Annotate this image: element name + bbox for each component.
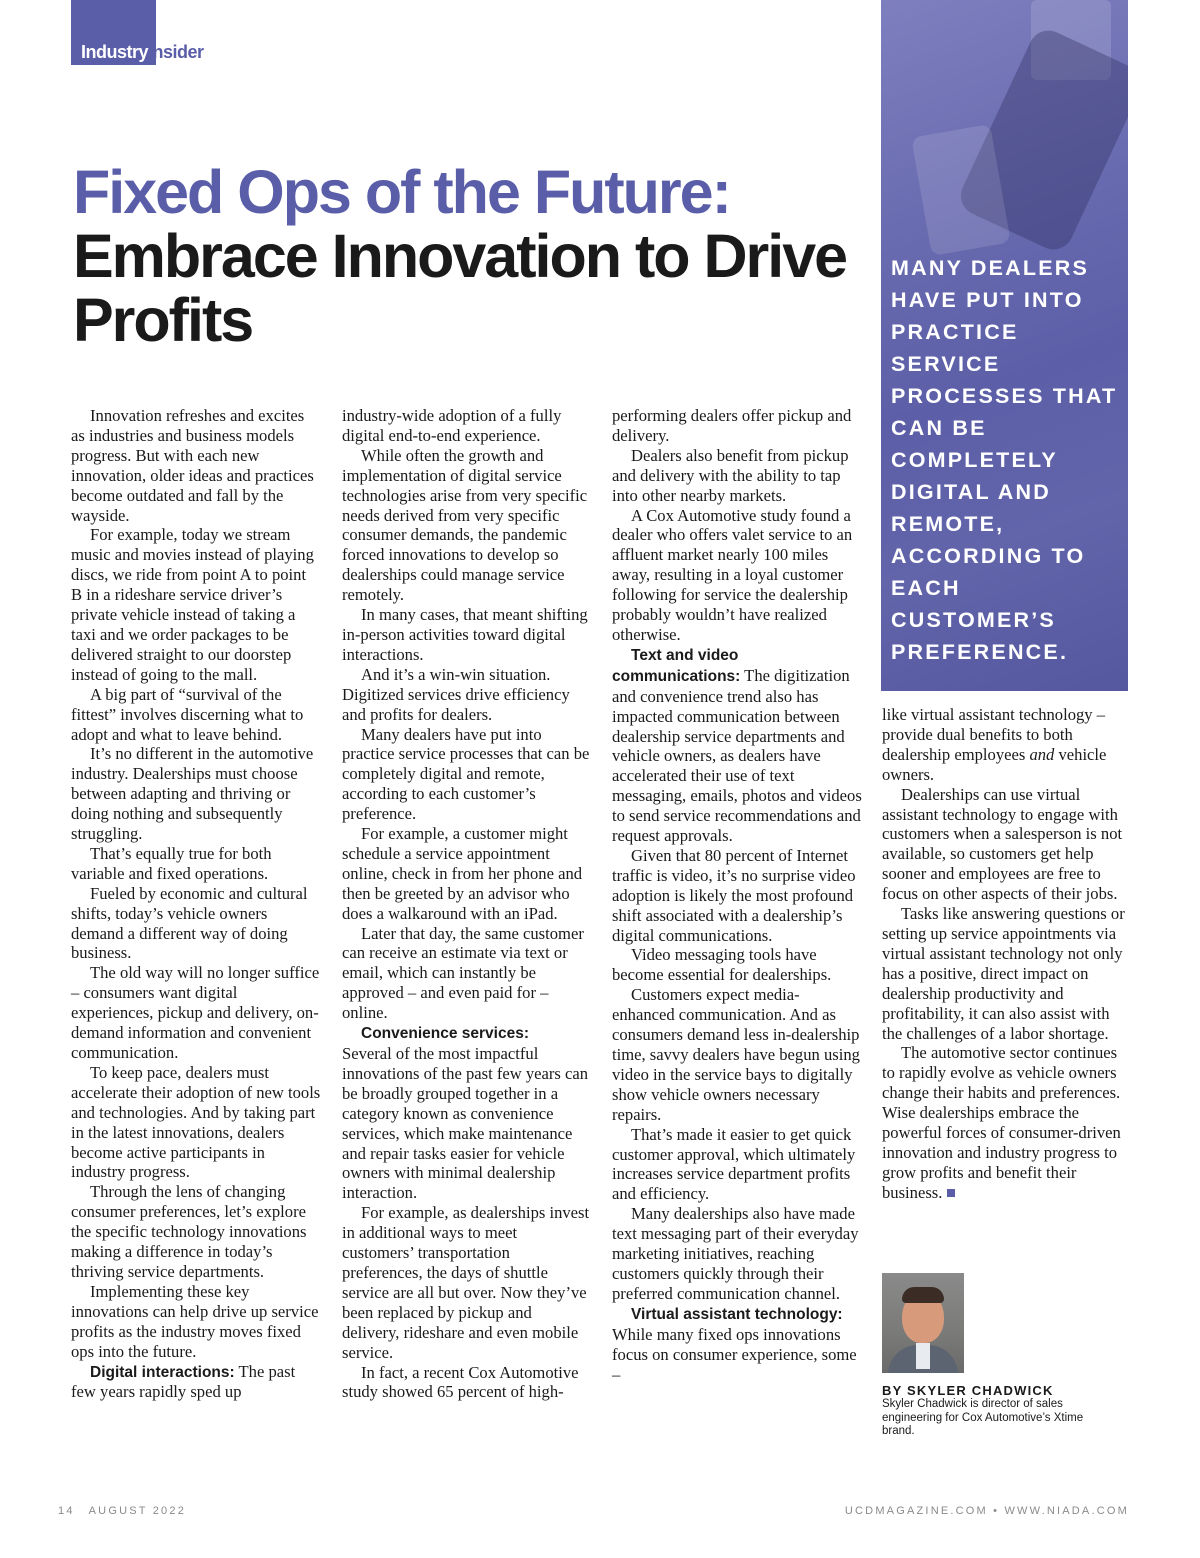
- paragraph-text: vehicle owners.: [882, 744, 1107, 784]
- paragraph: It’s no different in the automotive industry. Dealerships must choose between adapting and thriving or doing nothing and subsequently struggling.: [71, 744, 314, 844]
- title-line-1: Fixed Ops of the Future:: [73, 158, 730, 226]
- paragraph: Many dealers have put into practice service processes that can be completely digital and remote, according to each customer’s preference.: [342, 724, 590, 824]
- article-column-1: [71, 406, 321, 1402]
- paragraph: Several of the most impactful innovations of the past few years can be broadly grouped together in a category known as convenience services, which make maintenance and repair tasks easier for vehicle owners with minimal dealership interaction.: [342, 1044, 589, 1203]
- paragraph: Dealerships can use virtual assistant technology to engage with customers when a salesperson is not available, so customers get help sooner and employees are free to focus on other aspects of their jobs.: [882, 784, 1123, 904]
- section-tag-part1: Industry: [81, 42, 149, 62]
- paragraph: For example, a customer might schedule a service appointment online, check in from her phone and then be greeted by an advisor who does a walkaround with an iPad.: [342, 824, 583, 923]
- paragraph: To keep pace, dealers must accelerate their adoption of new tools and technologies. And by taking part in the latest innovations, dealers become active participants in industry progress.: [71, 1062, 321, 1182]
- footer-page-info: [58, 1505, 186, 1517]
- paragraph: In fact, a recent Cox Automotive study showed 65 percent of high-: [342, 1362, 579, 1402]
- author-photo-hair: [902, 1287, 944, 1303]
- emphasis: and: [1029, 744, 1055, 764]
- paragraph: And it’s a win-win situation. Digitized services drive efficiency and profits for dealers.: [342, 664, 570, 724]
- page-number: 14: [58, 1505, 75, 1517]
- section-tag: [81, 42, 204, 63]
- paragraph: [882, 1043, 1132, 1202]
- paragraph: [71, 1362, 321, 1403]
- paragraph: The old way will no longer suffice – consumers want digital experiences, pickup and delivery, on-demand information and convenient communication.: [71, 963, 320, 1062]
- paragraph: In many cases, that meant shifting in-person activities toward digital interactions.: [342, 605, 588, 664]
- subhead-digital-interactions: Digital interactions:: [90, 1363, 235, 1381]
- paragraph: Implementing these key innovations can help drive up service profits as the industry moves fixed ops into the future.: [71, 1281, 319, 1361]
- section-tag-part2: Insider: [148, 42, 204, 62]
- article-title: [73, 160, 873, 352]
- paragraph: Given that 80 percent of Internet traffic is video, it’s no surprise video adoption is likely the most profound shift associated with a dealership’s digital communications.: [612, 845, 856, 945]
- pull-quote-panel: [881, 0, 1128, 691]
- paragraph: Innovation refreshes and excites as industries and business models progress. But with each new innovation, older ideas and practices become outdated and fall by the wayside.: [71, 406, 314, 525]
- paragraph: Fueled by economic and cultural shifts, today’s vehicle owners demand a different way of doing business.: [71, 883, 308, 963]
- paragraph: performing dealers offer pickup and delivery.: [612, 406, 852, 445]
- paragraph: That’s equally true for both variable and fixed operations.: [71, 843, 272, 883]
- paragraph: A big part of “survival of the fittest” involves discerning what to adopt and what to leave behind.: [71, 684, 304, 744]
- author-photo-collar: [916, 1343, 930, 1369]
- paragraph: That’s made it easier to get quick customer approval, which ultimately increases service department profits and efficiency.: [612, 1124, 856, 1204]
- subhead-text-video: Text and video communications:: [612, 646, 741, 685]
- paragraph: Video messaging tools have become essential for dealerships.: [612, 945, 832, 985]
- paragraph: [882, 705, 1132, 785]
- paragraph: For example, as dealerships invest in additional ways to meet customers’ transportation preferences, the days of shuttle service are all but over. Now they’ve been replaced by pickup and delivery, rideshare and even mobile service.: [342, 1203, 590, 1362]
- subhead-convenience-services: Convenience services:: [361, 1025, 530, 1043]
- issue-date: AUGUST 2022: [88, 1505, 187, 1517]
- paragraph-text: While many fixed ops innovations focus on consumer experience, some –: [612, 1324, 857, 1384]
- paragraph: [612, 645, 862, 846]
- paragraph: While often the growth and implementation of digital service technologies arise from very specific needs derived from very specific consumer demands, the pandemic forced innovations to develop so dealerships could manage service remotely.: [342, 445, 588, 605]
- paragraph-text: The automotive sector continues to rapidly evolve as vehicle owners change their habits and preferences. Wise dealerships embrace the powerful forces of consumer-driven innovation and industry progress to grow profits and benefit their business.: [882, 1043, 1121, 1202]
- paragraph: Through the lens of changing consumer preferences, let’s explore the specific technology innovations making a difference in today’s thriving service departments.: [71, 1182, 307, 1281]
- subhead-virtual-assistant: Virtual assistant technology:: [631, 1305, 843, 1323]
- paragraph: [612, 1304, 862, 1385]
- paragraph: Later that day, the same customer can receive an estimate via text or email, which can instantly be approved – and even paid for – online.: [342, 923, 584, 1023]
- paragraph: Tasks like answering questions or setting up service appointments via virtual assistant technology not only has a positive, direct impact on dealership productivity and profitability, it can also assist with the challenges of a labor shortage.: [882, 904, 1125, 1043]
- article-column-3: [612, 406, 862, 1384]
- paragraph: [342, 1023, 592, 1044]
- article-column-2: [342, 406, 592, 1402]
- paragraph-text: The digitization and convenience trend also has impacted communication between dealership service departments and vehicle owners, as dealers have accelerated their use of text messaging, emails, photos and videos to send service recommendations and request approvals.: [612, 665, 862, 846]
- paragraph: Customers expect media-enhanced communication. And as consumers demand less in-dealership time, savvy dealers have begun using video in the service bays to digitally show vehicle owners necessary repairs.: [612, 985, 860, 1124]
- title-line-2: Embrace Innovation to Drive Profits: [73, 222, 847, 354]
- paragraph: Many dealerships also have made text messaging part of their everyday marketing initiatives, reaching customers quickly through their preferred communication channel.: [612, 1204, 859, 1303]
- footer-website: UCDMAGAZINE.COM • WWW.NIADA.COM: [844, 1505, 1129, 1517]
- author-byline: BY SKYLER CHADWICK: [882, 1383, 1054, 1398]
- paragraph: For example, today we stream music and movies instead of playing discs, we ride from point A to point B in a rideshare service driver’s private vehicle instead of taking a taxi and we order packages to be delivered straight to our doorstep instead of going to the mall.: [71, 525, 314, 684]
- paragraph: A Cox Automotive study found a dealer who offers valet service to an affluent market nearly 100 miles away, resulting in a loyal customer following for service the dealership probably wouldn’t have realized otherwise.: [612, 505, 853, 644]
- end-mark-icon: [947, 1189, 955, 1197]
- author-photo: [882, 1273, 964, 1373]
- pull-quote: MANY DEALERS HAVE PUT INTO PRACTICE SERVICE PROCESSES THAT CAN BE COMPLETELY DIGITAL AND REMOTE, ACCORDING TO EACH CUSTOMER’S PREFERENCE.: [891, 256, 1118, 664]
- article-column-4: [882, 705, 1132, 1203]
- paragraph-text: like virtual assistant technology – provide dual benefits to both dealership employees: [882, 705, 1106, 764]
- paragraph: Dealers also benefit from pickup and delivery with the ability to tap into other nearby markets.: [612, 445, 849, 505]
- paragraph: industry-wide adoption of a fully digital end-to-end experience.: [342, 406, 562, 445]
- author-bio: Skyler Chadwick is director of sales engineering for Cox Automotive’s Xtime brand.: [882, 1398, 1084, 1437]
- paragraph-text: The past few years rapidly sped up: [71, 1361, 296, 1402]
